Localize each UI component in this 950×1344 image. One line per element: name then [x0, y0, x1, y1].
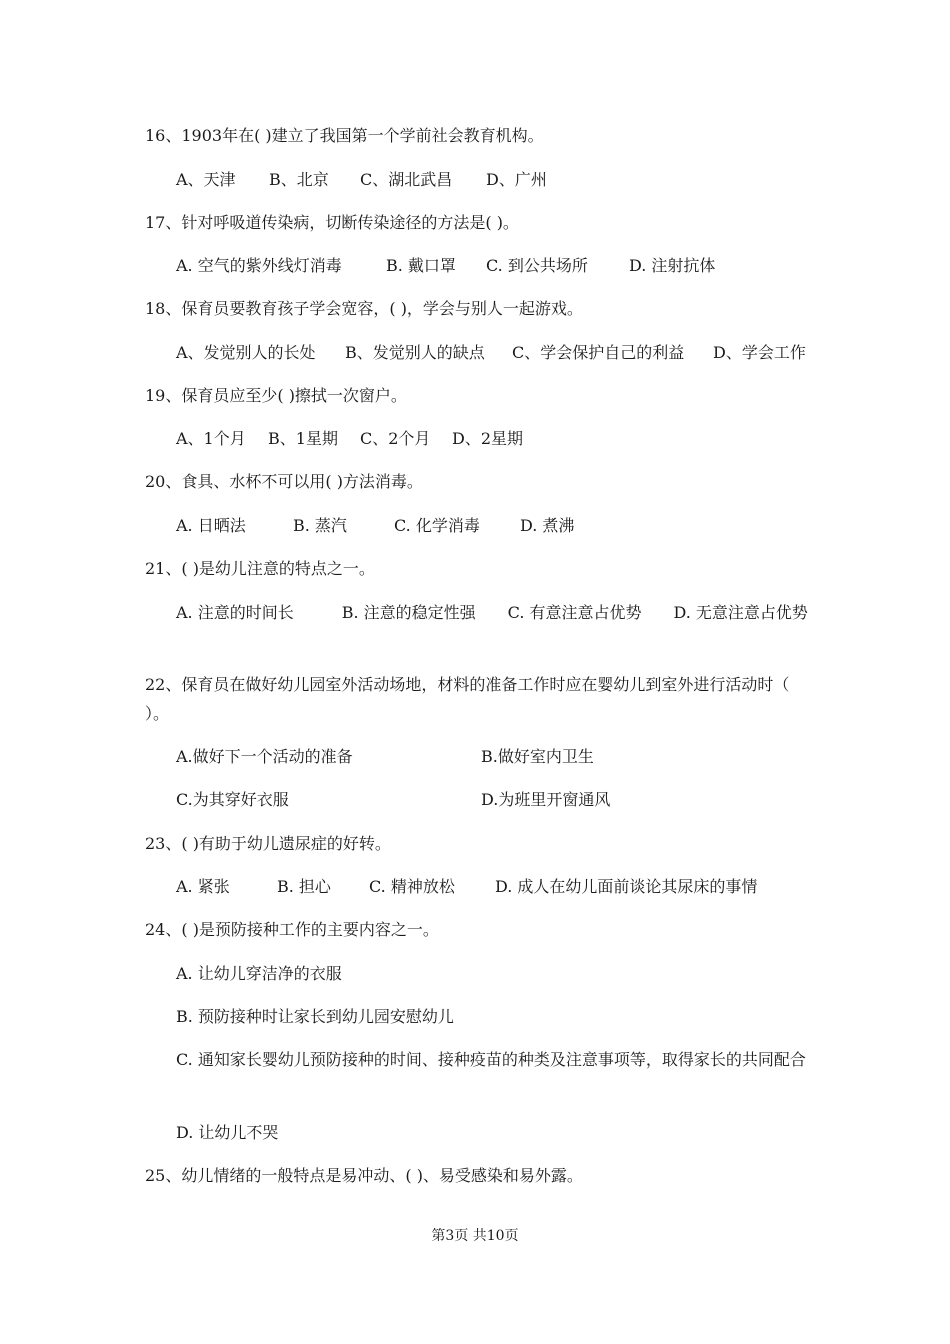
- option: B. 蒸汽: [293, 516, 347, 535]
- option: B、发觉别人的缺点: [345, 343, 485, 362]
- option: A. 紧张: [176, 877, 230, 896]
- option-24-a: A. 让幼儿穿洁净的衣服: [176, 964, 342, 983]
- option: D.为班里开窗通风: [481, 790, 611, 809]
- question-24: 24、( )是预防接种工作的主要内容之一。: [145, 920, 439, 939]
- option: C. 化学消毒: [394, 516, 480, 535]
- option: A、天津: [176, 170, 236, 189]
- option-24-c: C. 通知家长婴幼儿预防接种的时间、接种疫苗的种类及注意事项等，取得家长的共同配合: [176, 1050, 806, 1069]
- question-19: 19、保育员应至少( )擦拭一次窗户。: [145, 386, 407, 405]
- question-21: 21、( )是幼儿注意的特点之一。: [145, 559, 375, 578]
- question-18: 18、保育员要教育孩子学会宽容，( )，学会与别人一起游戏。: [145, 299, 583, 318]
- option: A、1个月: [176, 429, 246, 448]
- option: A.做好下一个活动的准备: [176, 747, 353, 766]
- option: C. 到公共场所: [486, 256, 588, 275]
- option: D. 煮沸: [520, 516, 575, 535]
- option: C、学会保护自己的利益: [512, 343, 685, 362]
- option-24-d: D. 让幼儿不哭: [176, 1123, 279, 1142]
- options-20: [176, 511, 810, 541]
- options-21: A. 注意的时间长 B. 注意的稳定性强 C. 有意注意占优势 D. 无意注意占优势: [176, 603, 808, 622]
- options-18: [176, 338, 810, 368]
- option: C. 精神放松: [369, 877, 455, 896]
- options-22-row1: [176, 742, 810, 772]
- options-19: [176, 424, 810, 454]
- question-22: 22、保育员在做好幼儿园室外活动场地，材料的准备工作时应在婴幼儿到室外进行活动时（ ）。: [145, 675, 790, 723]
- options-23: [176, 872, 810, 902]
- option: B. 担心: [277, 877, 331, 896]
- option: D、广州: [486, 170, 547, 189]
- option: D、2星期: [452, 429, 524, 448]
- option: B. 戴口罩: [386, 256, 456, 275]
- option-24-b: B. 预防接种时让家长到幼儿园安慰幼儿: [176, 1007, 454, 1026]
- question-20: 20、食具、水杯不可以用( )方法消毒。: [145, 472, 423, 491]
- option: A、发觉别人的长处: [176, 343, 316, 362]
- options-17: [176, 251, 810, 281]
- option: C、湖北武昌: [360, 170, 453, 189]
- options-22-row2: [176, 785, 810, 815]
- option: D、学会工作: [713, 343, 806, 362]
- question-25: 25、幼儿情绪的一般特点是易冲动、( )、易受感染和易外露。: [145, 1166, 583, 1185]
- option: B、1星期: [268, 429, 338, 448]
- page-number: 第3页 共10页: [431, 1228, 519, 1244]
- option: B、北京: [269, 170, 329, 189]
- option: D. 注射抗体: [629, 256, 716, 275]
- option: C.为其穿好衣服: [176, 790, 289, 809]
- option: A. 空气的紫外线灯消毒: [176, 256, 342, 275]
- question-16: 16、1903年在( )建立了我国第一个学前社会教育机构。: [145, 126, 544, 145]
- question-17: 17、针对呼吸道传染病，切断传染途径的方法是( )。: [145, 213, 519, 232]
- question-23: 23、( )有助于幼儿遗尿症的好转。: [145, 834, 391, 853]
- option: C、2个月: [360, 429, 431, 448]
- option: D. 成人在幼儿面前谈论其尿床的事情: [495, 877, 758, 896]
- options-16: [176, 165, 810, 195]
- option: B.做好室内卫生: [481, 747, 594, 766]
- option: A. 日晒法: [176, 516, 246, 535]
